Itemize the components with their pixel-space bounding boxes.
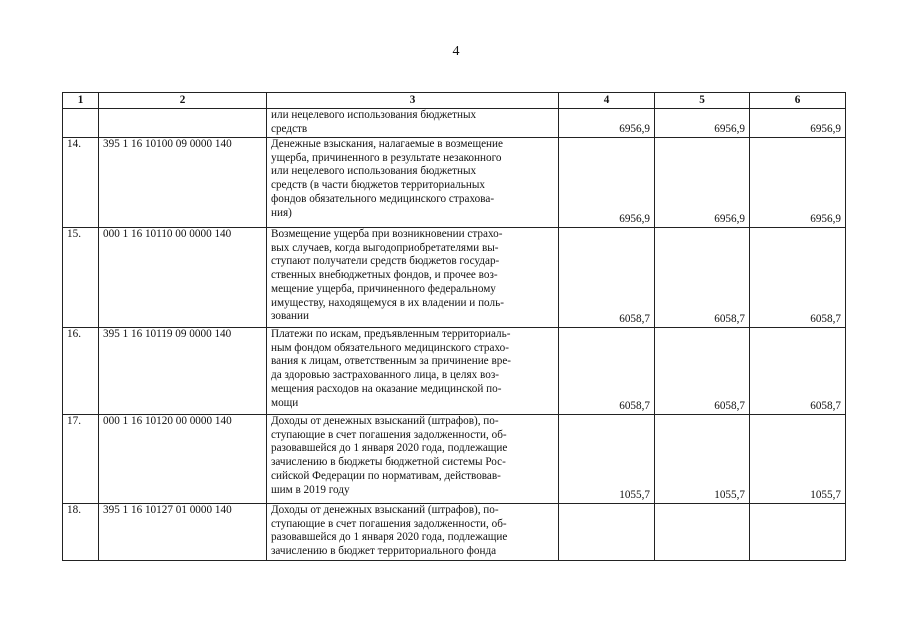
column-header-2: 2 bbox=[99, 93, 267, 109]
amount-col-4 bbox=[559, 504, 655, 561]
description-line: или нецелевого использования бюджетных bbox=[271, 165, 477, 178]
table-row bbox=[63, 109, 846, 138]
budget-code: 395 1 16 10127 01 0000 140 bbox=[99, 504, 267, 561]
amount-col-5: 6058,7 bbox=[655, 328, 750, 415]
description-line: Доходы от денежных взысканий (штрафов), по- bbox=[271, 415, 499, 427]
description-line: зачислению в бюджеты бюджетной системы Рос- bbox=[271, 456, 506, 469]
budget-code: 000 1 16 10110 00 0000 140 bbox=[99, 228, 267, 328]
amount-col-4: 6956,9 bbox=[559, 109, 655, 138]
amount-col-5: 1055,7 bbox=[655, 415, 750, 504]
description-line: ущерба, причиненного в результате незаконного bbox=[271, 151, 502, 164]
column-header-1: 1 bbox=[63, 93, 99, 109]
description-line: шим в 2019 году bbox=[271, 483, 350, 496]
amount-col-6: 6058,7 bbox=[750, 228, 846, 328]
description-line: ступают получатели средств бюджетов государ- bbox=[271, 255, 500, 268]
description-line: вых случаев, когда выгодоприобретателями вы- bbox=[271, 241, 499, 254]
column-header-4: 4 bbox=[559, 93, 655, 109]
description-line: Возмещение ущерба при возникновении страхо- bbox=[271, 228, 503, 240]
description-line: ния) bbox=[271, 206, 292, 219]
amount-col-5: 6956,9 bbox=[655, 138, 750, 228]
description-line: мещения расходов на оказание медицинской по- bbox=[271, 382, 502, 395]
amount-col-6: 6058,7 bbox=[750, 328, 846, 415]
table-header-row bbox=[63, 93, 846, 109]
table-row bbox=[63, 415, 846, 504]
column-header-6: 6 bbox=[750, 93, 846, 109]
budget-revenue-table bbox=[62, 92, 846, 561]
description-line: вания к лицам, ответственным за причинение вре- bbox=[271, 355, 512, 368]
amount-col-4: 6058,7 bbox=[559, 328, 655, 415]
description-line: Доходы от денежных взысканий (штрафов), по- bbox=[271, 504, 499, 516]
amount-col-6 bbox=[750, 504, 846, 561]
row-number: 17. bbox=[63, 415, 99, 504]
revenue-description bbox=[267, 109, 559, 138]
description-line: зовании bbox=[271, 310, 310, 323]
amount-col-5: 6058,7 bbox=[655, 228, 750, 328]
page-number: 4 bbox=[452, 44, 460, 59]
description-line: ступающие в счет погашения задолженности, об- bbox=[271, 428, 507, 441]
description-line: мещение ущерба, причиненного федеральному bbox=[271, 282, 496, 295]
amount-col-4: 6956,9 bbox=[559, 138, 655, 228]
budget-code: 000 1 16 10120 00 0000 140 bbox=[99, 415, 267, 504]
description-line: Платежи по искам, предъявленным территориаль- bbox=[271, 328, 511, 340]
amount-col-5 bbox=[655, 504, 750, 561]
revenue-description bbox=[267, 328, 559, 415]
description-line: мощи bbox=[271, 396, 299, 409]
row-number: 15. bbox=[63, 228, 99, 328]
description-line: средств (в части бюджетов территориальных bbox=[271, 179, 485, 192]
budget-code: 395 1 16 10119 09 0000 140 bbox=[99, 328, 267, 415]
revenue-description bbox=[267, 415, 559, 504]
description-line: да здоровью застрахованного лица, в целях воз- bbox=[271, 369, 499, 382]
column-header-3: 3 bbox=[267, 93, 559, 109]
budget-code bbox=[99, 109, 267, 138]
revenue-description bbox=[267, 138, 559, 228]
description-line: сийской Федерации по нормативам, действовав- bbox=[271, 469, 501, 482]
budget-code: 395 1 16 10100 09 0000 140 bbox=[99, 138, 267, 228]
description-line: разовавшейся до 1 января 2020 года, подлежащие bbox=[271, 442, 508, 455]
amount-col-6: 6956,9 bbox=[750, 109, 846, 138]
revenue-description bbox=[267, 504, 559, 561]
description-line: ным фондом обязательного медицинского страхо- bbox=[271, 341, 509, 354]
amount-col-4: 1055,7 bbox=[559, 415, 655, 504]
description-line: фондов обязательного медицинского страхова- bbox=[271, 192, 495, 205]
revenue-description bbox=[267, 228, 559, 328]
amount-col-6: 6956,9 bbox=[750, 138, 846, 228]
row-number: 16. bbox=[63, 328, 99, 415]
amount-col-4: 6058,7 bbox=[559, 228, 655, 328]
description-line: ступающие в счет погашения задолженности, об- bbox=[271, 517, 507, 530]
description-line: Денежные взыскания, налагаемые в возмещение bbox=[271, 138, 503, 150]
column-header-5: 5 bbox=[655, 93, 750, 109]
table-row bbox=[63, 328, 846, 415]
description-line: ственных внебюджетных фондов, и прочее воз- bbox=[271, 269, 498, 282]
description-line: или нецелевого использования бюджетных bbox=[271, 109, 477, 121]
description-line: зачислению в бюджет территориального фонда bbox=[271, 545, 497, 558]
description-line: разовавшейся до 1 января 2020 года, подлежащие bbox=[271, 531, 508, 544]
table-row bbox=[63, 228, 846, 328]
row-number: 18. bbox=[63, 504, 99, 561]
row-number: 14. bbox=[63, 138, 99, 228]
table-row bbox=[63, 138, 846, 228]
description-line: имуществу, находящемуся в их владении и поль- bbox=[271, 296, 504, 309]
description-line: средств bbox=[271, 122, 308, 135]
table-row bbox=[63, 504, 846, 561]
amount-col-6: 1055,7 bbox=[750, 415, 846, 504]
row-number bbox=[63, 109, 99, 138]
amount-col-5: 6956,9 bbox=[655, 109, 750, 138]
